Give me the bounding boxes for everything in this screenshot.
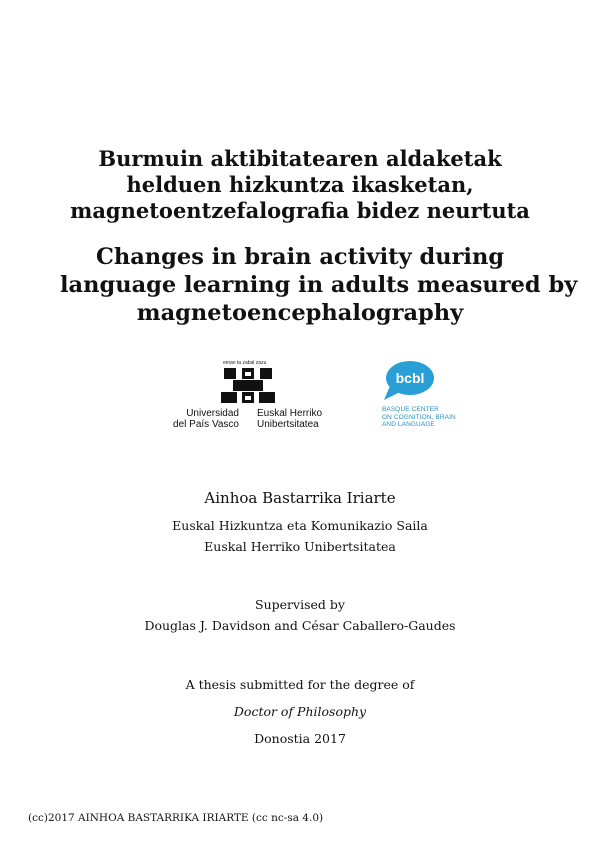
title-basque-line: Burmuin aktibitatearen aldaketak xyxy=(98,146,502,171)
title-english-line: language learning in adults measured by xyxy=(60,272,578,298)
ehu-emblem-icon xyxy=(221,368,275,404)
department: Euskal Hizkuntza eta Komunikazio Saila xyxy=(172,518,428,533)
supervisors: Douglas J. Davidson and César Caballero-Gaudes xyxy=(144,618,456,633)
bcbl-bubble-icon xyxy=(382,360,438,402)
ehu-name-basque xyxy=(257,408,337,430)
title-english-line: magnetoencephalography xyxy=(136,300,464,326)
ehu-motto: eman ta zabal zazu xyxy=(223,360,267,366)
logos-row xyxy=(0,358,600,438)
ehu-name-line: Universidad xyxy=(186,408,239,419)
title-english xyxy=(60,243,578,327)
bcbl-name-line: AND LANGUAGE xyxy=(382,421,435,428)
title-basque-line: helduen hizkuntza ikasketan, xyxy=(126,172,474,197)
bcbl-bubble-text: bcbl xyxy=(395,370,425,386)
university: Euskal Herriko Unibertsitatea xyxy=(204,539,396,554)
ehu-name-line: del País Vasco xyxy=(173,419,239,430)
title-basque xyxy=(60,146,540,224)
bcbl-name-line: BASQUE CENTER xyxy=(382,406,439,413)
title-english-line: Changes in brain activity during xyxy=(95,244,505,270)
ehu-logo xyxy=(163,358,333,438)
bcbl-logo xyxy=(382,360,492,440)
degree: Doctor of Philosophy xyxy=(233,704,367,719)
title-basque-line: magnetoentzefalografia bidez neurtuta xyxy=(70,198,530,223)
bcbl-full-name xyxy=(382,406,456,429)
ehu-name-line: Euskal Herriko xyxy=(257,408,323,419)
bcbl-name-line: ON COGNITION, BRAIN xyxy=(382,413,456,421)
thesis-statement: A thesis submitted for the degree of xyxy=(185,677,415,692)
license-notice: (cc)2017 AINHOA BASTARRIKA IRIARTE (cc nc-sa 4.0) xyxy=(28,812,324,824)
ehu-name-spanish xyxy=(167,408,239,430)
place-year: Donostia 2017 xyxy=(254,731,346,746)
ehu-name-line: Unibertsitatea xyxy=(257,419,319,430)
supervised-label: Supervised by xyxy=(255,597,345,612)
author-name: Ainhoa Bastarrika Iriarte xyxy=(204,489,396,507)
